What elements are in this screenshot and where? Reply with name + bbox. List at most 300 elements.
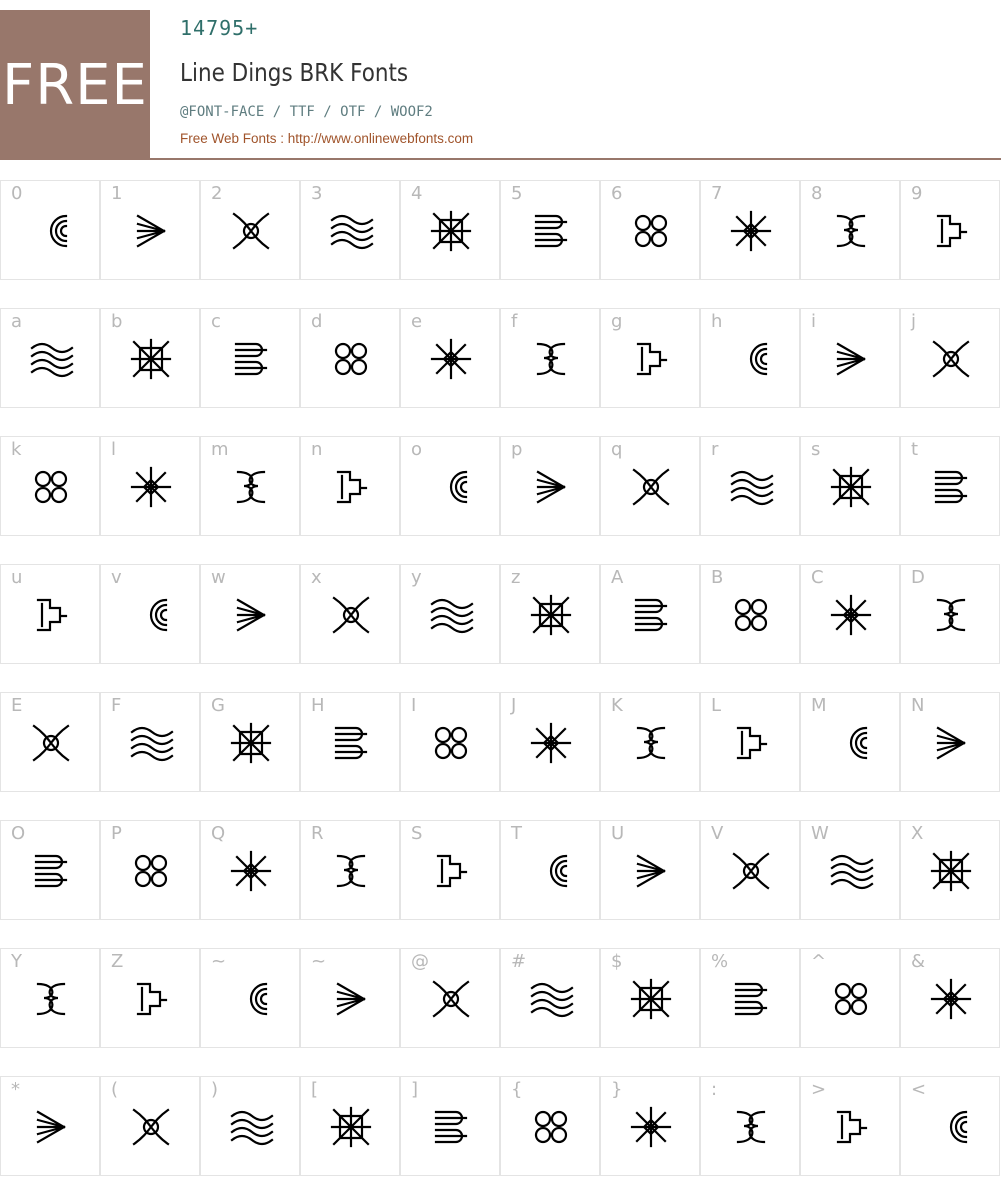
glyph-cell[interactable]: [900, 692, 1000, 792]
glyph-outline: [951, 1112, 966, 1142]
glyph-preview-icon: [226, 590, 276, 640]
glyph-cell[interactable]: [500, 564, 600, 664]
glyph-row: [0, 692, 1001, 793]
glyph-outline: [832, 468, 870, 506]
glyph-outline: [738, 1112, 764, 1142]
glyph-cell[interactable]: [0, 308, 100, 408]
glyph-key-label: (: [111, 1079, 119, 1100]
glyph-preview-icon: [826, 462, 876, 512]
glyph-cell[interactable]: [900, 948, 1000, 1048]
glyph-cell[interactable]: [700, 436, 800, 536]
glyph-key-label: i: [811, 311, 817, 332]
glyph-preview-icon: [626, 846, 676, 896]
glyph-cell[interactable]: [600, 180, 700, 280]
font-count: 14795+: [180, 16, 259, 40]
glyph-preview-icon: [726, 206, 776, 256]
glyph-cell[interactable]: [0, 948, 100, 1048]
glyph-outline: [638, 856, 664, 886]
glyph-key-label: ^: [811, 951, 827, 972]
glyph-outline: [36, 856, 66, 886]
glyph-key-label: j: [911, 311, 917, 332]
glyph-key-label: h: [711, 311, 723, 332]
glyph-outline: [638, 344, 666, 374]
glyph-key-label: Z: [111, 951, 124, 972]
glyph-outline: [336, 344, 366, 374]
glyph-cell[interactable]: [100, 308, 200, 408]
glyph-preview-icon: [426, 974, 476, 1024]
glyph-key-label: H: [311, 695, 325, 716]
glyph-cell[interactable]: [0, 820, 100, 920]
glyph-row: [0, 436, 1001, 537]
glyph-preview-icon: [226, 974, 276, 1024]
glyph-key-label: @: [411, 951, 429, 972]
glyph-key-label: a: [11, 311, 23, 332]
glyph-cell[interactable]: [200, 820, 300, 920]
glyph-outline: [432, 340, 470, 378]
glyph-preview-icon: [226, 718, 276, 768]
glyph-preview-icon: [726, 846, 776, 896]
glyph-cell[interactable]: [300, 820, 400, 920]
glyph-outline: [832, 856, 872, 888]
glyph-outline: [936, 472, 966, 502]
glyph-outline: [638, 728, 664, 758]
glyph-outline: [132, 340, 170, 378]
header: [0, 0, 1001, 160]
glyph-outline: [336, 728, 366, 758]
glyph-preview-icon: [726, 1102, 776, 1152]
glyph-outline: [434, 982, 468, 1016]
glyph-cell[interactable]: [300, 180, 400, 280]
glyph-preview-icon: [726, 590, 776, 640]
glyph-outline: [436, 1112, 466, 1142]
glyph-cell[interactable]: [400, 692, 500, 792]
glyph-key-label: z: [511, 567, 521, 588]
glyph-outline: [338, 984, 364, 1014]
glyph-cell[interactable]: [900, 436, 1000, 536]
glyph-key-label: R: [311, 823, 324, 844]
glyph-key-label: d: [311, 311, 323, 332]
glyph-cell[interactable]: [200, 692, 300, 792]
glyph-key-label: ]: [411, 1079, 419, 1100]
glyph-preview-icon: [926, 462, 976, 512]
glyph-preview-icon: [426, 334, 476, 384]
glyph-key-label: e: [411, 311, 423, 332]
glyph-cell[interactable]: [100, 180, 200, 280]
glyph-cell[interactable]: [400, 948, 500, 1048]
glyph-key-label: T: [511, 823, 522, 844]
glyph-row: [0, 180, 1001, 281]
glyph-preview-icon: [826, 974, 876, 1024]
glyph-outline: [536, 216, 566, 246]
glyph-preview-icon: [326, 206, 376, 256]
glyph-preview-icon: [526, 590, 576, 640]
glyph-outline: [151, 600, 166, 630]
glyph-key-label: X: [911, 823, 924, 844]
glyph-key-label: x: [311, 567, 322, 588]
glyph-outline: [836, 984, 866, 1014]
glyph-key-label: y: [411, 567, 422, 588]
glyph-outline: [938, 600, 964, 630]
glyph-outline: [38, 600, 66, 630]
glyph-key-label: :: [711, 1079, 718, 1100]
glyph-outline: [632, 980, 670, 1018]
glyph-cell[interactable]: [800, 692, 900, 792]
glyph-row: [0, 820, 1001, 921]
glyph-outline: [932, 852, 970, 890]
glyph-preview-icon: [126, 718, 176, 768]
glyph-preview-icon: [826, 334, 876, 384]
glyph-preview-icon: [926, 846, 976, 896]
glyph-key-label: t: [911, 439, 919, 460]
glyph-outline: [632, 1108, 670, 1146]
glyph-key-label: }: [611, 1079, 623, 1100]
glyph-outline: [234, 214, 268, 248]
glyph-cell[interactable]: [300, 564, 400, 664]
glyph-preview-icon: [526, 334, 576, 384]
glyph-cell[interactable]: [300, 1076, 400, 1176]
glyph-key-label: f: [511, 311, 518, 332]
glyph-outline: [38, 1112, 64, 1142]
glyph-preview-icon: [26, 1102, 76, 1152]
glyph-outline: [738, 728, 766, 758]
glyph-cell[interactable]: [800, 180, 900, 280]
glyph-outline: [138, 984, 166, 1014]
glyph-cell[interactable]: [900, 564, 1000, 664]
format-list[interactable]: @FONT-FACE / TTF / OTF / WOOF2: [180, 104, 433, 120]
glyph-cell[interactable]: [500, 692, 600, 792]
glyph-key-label: Q: [211, 823, 226, 844]
glyph-preview-icon: [26, 846, 76, 896]
glyph-key-label: o: [411, 439, 423, 460]
glyph-cell[interactable]: [900, 1076, 1000, 1176]
glyph-preview-icon: [526, 846, 576, 896]
glyph-outline: [34, 726, 68, 760]
glyph-key-label: 0: [11, 183, 23, 204]
glyph-outline: [432, 600, 472, 632]
glyph-cell[interactable]: [600, 692, 700, 792]
glyph-key-label: {: [511, 1079, 523, 1100]
glyph-cell[interactable]: [700, 692, 800, 792]
glyph-cell[interactable]: [600, 564, 700, 664]
glyph-outline: [332, 216, 372, 248]
glyph-outline: [538, 344, 564, 374]
glyph-key-label: 1: [111, 183, 123, 204]
glyph-key-label: w: [211, 567, 226, 588]
glyph-outline: [832, 596, 870, 634]
glyph-preview-icon: [326, 974, 376, 1024]
glyph-cell[interactable]: [800, 308, 900, 408]
glyph-key-label: S: [411, 823, 423, 844]
glyph-key-label: 3: [311, 183, 323, 204]
glyph-key-label: 5: [511, 183, 523, 204]
glyph-key-label: D: [911, 567, 925, 588]
glyph-outline: [838, 216, 864, 246]
glyph-preview-icon: [326, 334, 376, 384]
glyph-cell[interactable]: [500, 436, 600, 536]
glyph-key-label: W: [811, 823, 829, 844]
glyph-key-label: C: [811, 567, 824, 588]
glyph-cell[interactable]: [100, 564, 200, 664]
glyph-preview-icon: [126, 590, 176, 640]
glyph-preview-icon: [26, 462, 76, 512]
glyph-cell[interactable]: [0, 564, 100, 664]
glyph-outline: [432, 212, 470, 250]
glyph-key-label: A: [611, 567, 624, 588]
glyph-preview-icon: [926, 718, 976, 768]
glyph-cell[interactable]: [700, 820, 800, 920]
glyph-cell[interactable]: [100, 692, 200, 792]
glyph-key-label: F: [111, 695, 122, 716]
glyph-key-label: c: [211, 311, 221, 332]
glyph-preview-icon: [826, 718, 876, 768]
glyph-preview-icon: [926, 334, 976, 384]
glyph-key-label: E: [11, 695, 23, 716]
glyph-cell[interactable]: [0, 1076, 100, 1176]
glyph-preview-icon: [626, 590, 676, 640]
glyph-cell[interactable]: [600, 308, 700, 408]
glyph-key-label: 6: [611, 183, 623, 204]
glyph-outline: [134, 1110, 168, 1144]
glyph-cell[interactable]: [300, 692, 400, 792]
glyph-cell[interactable]: [400, 436, 500, 536]
glyph-cell[interactable]: [700, 948, 800, 1048]
glyph-key-label: N: [911, 695, 925, 716]
glyph-preview-icon: [326, 462, 376, 512]
glyph-preview-icon: [226, 206, 276, 256]
glyph-outline: [36, 472, 66, 502]
glyph-key-label: b: [111, 311, 123, 332]
glyph-outline: [851, 728, 866, 758]
glyph-preview-icon: [726, 718, 776, 768]
glyph-preview-icon: [926, 590, 976, 640]
site-credit-link[interactable]: Free Web Fonts : http://www.onlinewebfonts.com: [180, 131, 474, 146]
glyph-key-label: l: [111, 439, 117, 460]
glyph-preview-icon: [526, 206, 576, 256]
glyph-cell[interactable]: [800, 948, 900, 1048]
glyph-preview-icon: [826, 590, 876, 640]
glyph-cell[interactable]: [200, 564, 300, 664]
glyph-outline: [238, 600, 264, 630]
glyph-key-label: k: [11, 439, 22, 460]
glyph-outline: [934, 342, 968, 376]
glyph-cell[interactable]: [500, 308, 600, 408]
glyph-cell[interactable]: [300, 436, 400, 536]
glyph-key-label: M: [811, 695, 827, 716]
glyph-outline: [736, 984, 766, 1014]
glyph-outline: [38, 984, 64, 1014]
glyph-outline: [251, 984, 266, 1014]
glyph-key-label: <: [911, 1079, 927, 1100]
glyph-cell[interactable]: [200, 180, 300, 280]
glyph-outline: [536, 1112, 566, 1142]
glyph-preview-icon: [926, 206, 976, 256]
glyph-key-label: 9: [911, 183, 923, 204]
glyph-key-label: P: [111, 823, 122, 844]
glyph-preview-icon: [326, 1102, 376, 1152]
glyph-outline: [551, 856, 566, 886]
glyph-preview-icon: [126, 206, 176, 256]
glyph-preview-icon: [126, 1102, 176, 1152]
glyph-preview-icon: [926, 1102, 976, 1152]
glyph-cell[interactable]: [200, 948, 300, 1048]
glyph-key-label: Y: [11, 951, 22, 972]
glyph-key-label: *: [11, 1079, 20, 1100]
glyph-key-label: g: [611, 311, 623, 332]
glyph-cell[interactable]: [400, 820, 500, 920]
glyph-outline: [732, 212, 770, 250]
glyph-preview-icon: [426, 718, 476, 768]
glyph-outline: [932, 980, 970, 1018]
glyph-cell[interactable]: [200, 436, 300, 536]
glyph-preview-icon: [626, 718, 676, 768]
glyph-cell[interactable]: [100, 436, 200, 536]
glyph-preview-icon: [226, 1102, 276, 1152]
glyph-cell[interactable]: [300, 948, 400, 1048]
glyph-row: [0, 564, 1001, 665]
glyph-preview-icon: [726, 334, 776, 384]
glyph-preview-icon: [826, 206, 876, 256]
free-badge: FREE: [0, 10, 150, 160]
glyph-cell[interactable]: [400, 180, 500, 280]
glyph-cell[interactable]: [400, 564, 500, 664]
glyph-cell[interactable]: [600, 436, 700, 536]
glyph-key-label: ~: [311, 951, 327, 972]
glyph-key-label: B: [711, 567, 724, 588]
glyph-outline: [232, 1112, 272, 1144]
glyph-key-label: r: [711, 439, 719, 460]
glyph-outline: [132, 728, 172, 760]
glyph-cell[interactable]: [400, 1076, 500, 1176]
glyph-key-label: O: [11, 823, 26, 844]
glyph-preview-icon: [226, 846, 276, 896]
glyph-key-label: &: [911, 951, 926, 972]
glyph-cell[interactable]: [700, 180, 800, 280]
glyph-outline: [838, 344, 864, 374]
glyph-key-label: [: [311, 1079, 319, 1100]
glyph-key-label: V: [711, 823, 724, 844]
glyph-outline: [736, 600, 766, 630]
glyph-cell[interactable]: [300, 308, 400, 408]
glyph-cell[interactable]: [100, 1076, 200, 1176]
glyph-cell[interactable]: [900, 820, 1000, 920]
glyph-outline: [136, 856, 166, 886]
glyph-key-label: U: [611, 823, 625, 844]
glyph-preview-icon: [226, 462, 276, 512]
glyph-cell[interactable]: [500, 1076, 600, 1176]
glyph-outline: [51, 216, 66, 246]
glyph-row: [0, 948, 1001, 1049]
glyph-key-label: #: [511, 951, 527, 972]
glyph-key-label: ): [211, 1079, 219, 1100]
glyph-cell[interactable]: [900, 308, 1000, 408]
glyph-preview-icon: [326, 718, 376, 768]
glyph-outline: [338, 856, 364, 886]
glyph-key-label: p: [511, 439, 523, 460]
glyph-preview-icon: [526, 974, 576, 1024]
glyph-preview-icon: [526, 462, 576, 512]
glyph-preview-icon: [26, 590, 76, 640]
glyph-cell[interactable]: [400, 308, 500, 408]
glyph-preview-icon: [126, 334, 176, 384]
glyph-preview-icon: [326, 846, 376, 896]
glyph-cell[interactable]: [600, 820, 700, 920]
glyph-row: [0, 308, 1001, 409]
glyph-preview-icon: [126, 846, 176, 896]
glyph-outline: [32, 344, 72, 376]
glyph-key-label: ~: [211, 951, 227, 972]
glyph-cell[interactable]: [800, 1076, 900, 1176]
glyph-preview-icon: [426, 206, 476, 256]
glyph-outline: [332, 1108, 370, 1146]
glyph-key-label: 4: [411, 183, 423, 204]
glyph-key-label: 8: [811, 183, 823, 204]
glyph-key-label: s: [811, 439, 821, 460]
glyph-outline: [138, 216, 164, 246]
glyph-outline: [634, 470, 668, 504]
glyph-preview-icon: [126, 462, 176, 512]
glyph-outline: [334, 598, 368, 632]
glyph-key-label: >: [811, 1079, 827, 1100]
glyph-outline: [532, 724, 570, 762]
glyph-cell[interactable]: [800, 564, 900, 664]
glyph-cell[interactable]: [600, 948, 700, 1048]
glyph-outline: [732, 472, 772, 504]
glyph-outline: [751, 344, 766, 374]
glyph-preview-icon: [826, 1102, 876, 1152]
glyph-row: [0, 1076, 1001, 1177]
glyph-outline: [236, 344, 266, 374]
glyph-preview-icon: [626, 1102, 676, 1152]
glyph-outline: [532, 596, 570, 634]
glyph-cell[interactable]: [500, 948, 600, 1048]
glyph-cell[interactable]: [200, 1076, 300, 1176]
glyph-cell[interactable]: [100, 820, 200, 920]
glyph-key-label: G: [211, 695, 225, 716]
glyph-cell[interactable]: [100, 948, 200, 1048]
glyph-cell[interactable]: [700, 308, 800, 408]
glyph-outline: [636, 216, 666, 246]
glyph-key-label: 7: [711, 183, 723, 204]
glyph-preview-icon: [126, 974, 176, 1024]
glyph-preview-icon: [726, 462, 776, 512]
glyph-key-label: 2: [211, 183, 223, 204]
glyph-key-label: K: [611, 695, 623, 716]
page-title: Line Dings BRK Fonts: [180, 58, 409, 87]
glyph-cell[interactable]: [700, 1076, 800, 1176]
glyph-cell[interactable]: [0, 180, 100, 280]
glyph-key-label: q: [611, 439, 623, 460]
glyph-cell[interactable]: [200, 308, 300, 408]
glyph-preview-icon: [626, 974, 676, 1024]
glyph-cell[interactable]: [500, 820, 600, 920]
glyph-outline: [232, 852, 270, 890]
glyph-outline: [132, 468, 170, 506]
glyph-cell[interactable]: [500, 180, 600, 280]
glyph-cell[interactable]: [700, 564, 800, 664]
glyph-preview-icon: [26, 974, 76, 1024]
glyph-preview-icon: [726, 974, 776, 1024]
glyph-outline: [338, 472, 366, 502]
glyph-cell[interactable]: [800, 820, 900, 920]
glyph-cell[interactable]: [900, 180, 1000, 280]
glyph-cell[interactable]: [600, 1076, 700, 1176]
glyph-preview-icon: [26, 206, 76, 256]
glyph-outline: [734, 854, 768, 888]
glyph-cell[interactable]: [0, 436, 100, 536]
glyph-key-label: $: [611, 951, 623, 972]
glyph-cell[interactable]: [0, 692, 100, 792]
glyph-cell[interactable]: [800, 436, 900, 536]
